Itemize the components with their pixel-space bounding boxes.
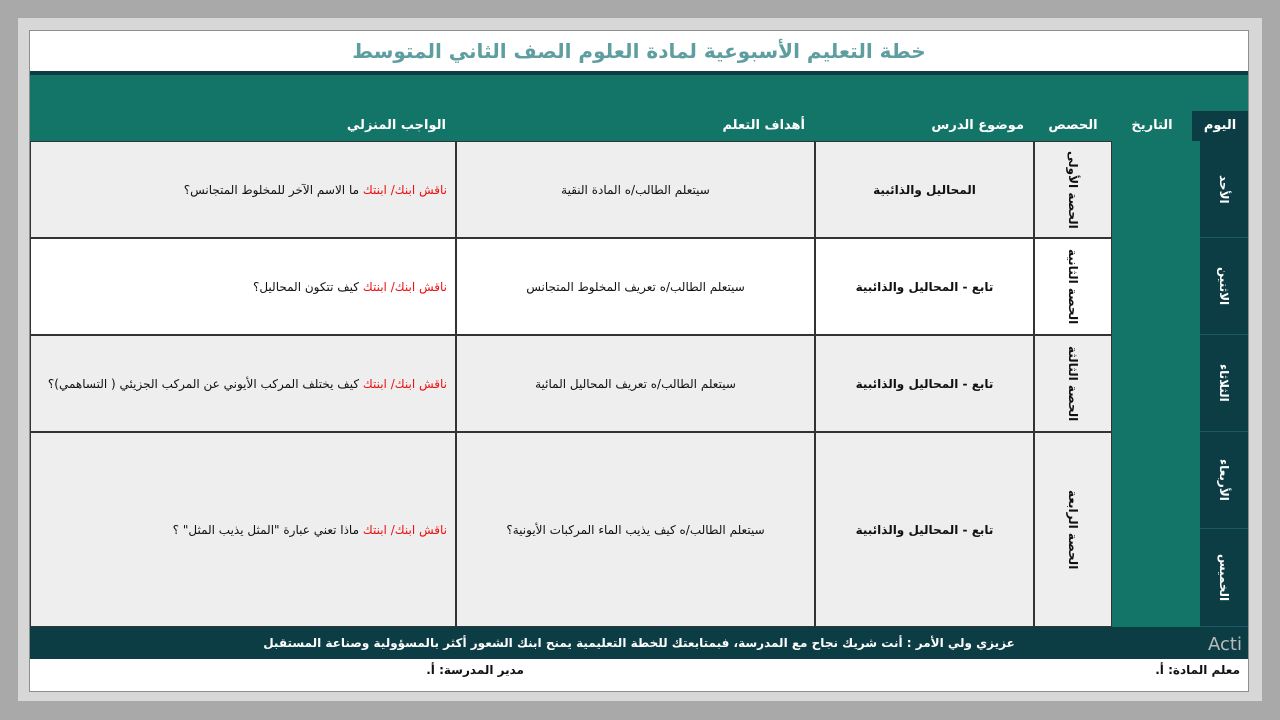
- homework-text: ما الاسم الآخر للمخلوط المتجانس؟: [183, 182, 360, 197]
- topic-cell: تابع - المحاليل والذائبية: [815, 238, 1034, 335]
- day-sunday: الأحد: [1200, 141, 1248, 238]
- header-band: [30, 75, 1248, 111]
- header-day: اليوم: [1192, 111, 1248, 141]
- principal-signature: مدير المدرسة: أ.: [426, 663, 524, 677]
- homework-prefix: ناقش ابنك/ ابنتك: [362, 182, 447, 197]
- homework-prefix: ناقش ابنك/ ابنتك: [362, 376, 447, 391]
- page-title: خطة التعليم الأسبوعية لمادة العلوم الصف الثاني المتوسط: [352, 39, 926, 63]
- homework-prefix: ناقش ابنك/ ابنتك: [362, 522, 447, 537]
- homework-cell: [30, 335, 456, 432]
- header-topic: موضوع الدرس: [815, 111, 1034, 141]
- homework-text: كيف تتكون المحاليل؟: [252, 279, 360, 294]
- day-tuesday: الثلاثاء: [1200, 335, 1248, 432]
- header-date: التاريخ: [1112, 111, 1192, 141]
- topic-cell: المحاليل والذائبية: [815, 141, 1034, 238]
- header-objectives: أهداف التعلم: [456, 111, 815, 141]
- homework-cell: [30, 141, 456, 238]
- period-cell: الحصة الثالثة: [1034, 335, 1112, 432]
- topic-cell: تابع - المحاليل والذائبية: [815, 432, 1034, 627]
- day-thursday: الخميس: [1200, 529, 1248, 627]
- period-cell: الحصة الأولى: [1034, 141, 1112, 238]
- objective-cell: سيتعلم الطالب/ه تعريف المحاليل المائية: [456, 335, 815, 432]
- homework-prefix: ناقش ابنك/ ابنتك: [362, 279, 447, 294]
- header-homework: الواجب المنزلي: [30, 111, 456, 141]
- header-period: الحصص: [1034, 111, 1112, 141]
- objective-cell: سيتعلم الطالب/ه المادة النقية: [456, 141, 815, 238]
- day-monday: الاثنين: [1200, 238, 1248, 335]
- objective-cell: سيتعلم الطالب/ه تعريف المخلوط المتجانس: [456, 238, 815, 335]
- date-column: [1112, 141, 1200, 627]
- homework-text: ماذا تعني عبارة "المثل يذيب المثل" ؟: [172, 522, 360, 537]
- plan-sheet: [29, 30, 1249, 692]
- homework-cell: [30, 238, 456, 335]
- period-cell: الحصة الثانية: [1034, 238, 1112, 335]
- homework-text: كيف يختلف المركب الأيوني عن المركب الجزيئي ( التساهمي)؟: [47, 376, 360, 391]
- parent-note-footer: عزيزي ولي الأمر : أنت شريك نجاح مع المدرسة، فبمتابعتك للخطة التعليمية يمنح ابنك الشعور أكثر بالمسؤولية وصناعة المستقبل: [30, 627, 1248, 659]
- homework-cell: [30, 432, 456, 627]
- activation-watermark: Acti: [1208, 634, 1242, 655]
- day-wednesday: الأربعاء: [1200, 432, 1248, 529]
- period-cell: الحصة الرابعة: [1034, 432, 1112, 627]
- objective-cell: سيتعلم الطالب/ه كيف يذيب الماء المركبات الأيونية؟: [456, 432, 815, 627]
- teacher-signature: معلم المادة: أ.: [1155, 663, 1240, 677]
- topic-cell: تابع - المحاليل والذائبية: [815, 335, 1034, 432]
